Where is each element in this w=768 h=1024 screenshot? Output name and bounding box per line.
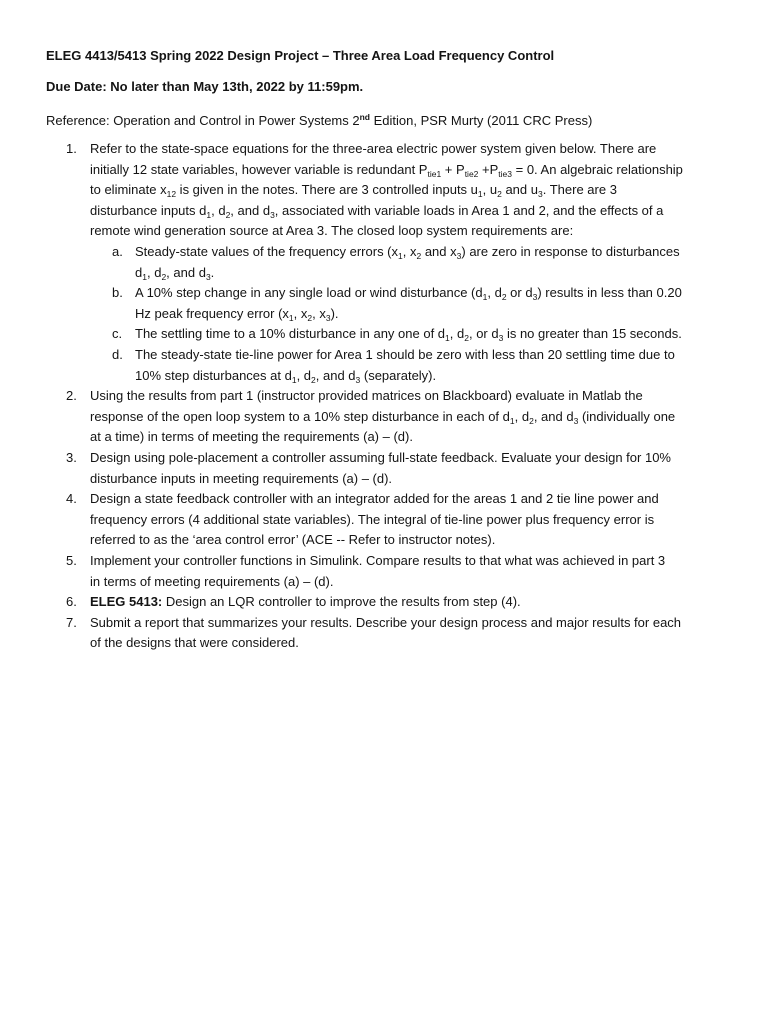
list-item-number: 6. <box>66 594 77 610</box>
text-line: 10% step disturbances at $d_1$, $d_2$, and $d_3$ (separately). <box>135 367 437 385</box>
sub-list-text <box>135 324 730 345</box>
sub-list-text <box>135 242 730 283</box>
text-line: response of the open loop system to a 10% step disturbance in each of $d_1$, $d_2$, and $d_3$ (individually one <box>90 408 676 426</box>
reference-superscript: nd <box>359 112 370 122</box>
text-line: of the designs that were considered. <box>90 635 299 651</box>
text-line: remote wind generation source at Area 3. The closed loop system requirements are: <box>90 223 574 239</box>
text-line: The steady-state tie-line power for Area 1 should be zero with less than 20 settling time due to <box>135 347 675 362</box>
text-line: in terms of meeting requirements (a) – (d). <box>90 573 334 589</box>
text-line: referred to as the ‘area control error’ (ACE -- Refer to instructor notes). <box>90 532 496 548</box>
text-line: disturbance inputs $d_1$, $d_2$, and $d_3$, associated with variable loads in Area 1 and 2, and the effects of a <box>90 202 664 220</box>
reference-line <box>46 108 592 130</box>
list-item-text <box>90 139 730 242</box>
text-line: to eliminate $x_{12}$ is given in the notes. There are 3 controlled inputs $u_1$, $u_2$ and $u_3$. There are 3 <box>90 182 617 200</box>
list-item-number: 3. <box>66 450 77 465</box>
list-item-number: 4. <box>66 491 77 507</box>
sub-list-text <box>135 283 730 324</box>
text-line: ELEG 5413: Design an LQR controller to improve the results from step (4). <box>90 594 521 610</box>
list-item-text <box>90 551 730 592</box>
list-item-text <box>90 448 730 489</box>
text-line: Using the results from part 1 (instructor provided matrices on Blackboard) evaluate in Matlab the <box>90 388 643 404</box>
sub-list-letter: d. <box>112 347 123 362</box>
text-line: The settling time to a 10% disturbance in any one of $d_1$, $d_2$, or $d_3$ is no greater than 15 seconds. <box>135 326 682 344</box>
due-date: Due Date: No later than May 13th, 2022 by 11:59pm. <box>46 79 364 94</box>
sub-list-letter: c. <box>112 326 123 342</box>
sub-list-letter: a. <box>112 244 123 259</box>
text-line: Submit a report that summarizes your results. Describe your design process and major results for each <box>90 614 682 630</box>
text-line: initially 12 state variables, however variable is redundant $P_{tie1} + P_{tie2} +P_{tie3} = 0$. An algebraic relationship <box>90 161 683 179</box>
text-line: Hz peak frequency error ($x_1$, $x_2$, $x_3$). <box>135 305 339 323</box>
reference-suffix: Edition, PSR Murty (2011 CRC Press) <box>370 113 593 128</box>
text-line: Refer to the state-space equations for the three-area electric power system given below. There are <box>90 141 657 156</box>
list-item-number: 1. <box>66 141 77 156</box>
text-line: Steady-state values of the frequency errors ($x_1$, $x_2$ and $x_3$) are zero in response to disturbances <box>135 244 680 261</box>
text-line: Implement your controller functions in Simulink. Compare results to that what was achieved in part 3 <box>90 553 666 568</box>
text-line: A 10% step change in any single load or wind disturbance ($d_1$, $d_2$ or $d_3$) results in less than 0.20 <box>135 285 682 303</box>
list-item-number: 2. <box>66 388 77 404</box>
text-line: frequency errors (4 additional state variables). The integral of tie-line power plus frequency error is <box>90 511 655 527</box>
list-item-text <box>90 386 730 448</box>
list-item-number: 7. <box>66 614 77 630</box>
sub-list-text <box>135 345 730 386</box>
text-line: Design using pole-placement a controller assuming full-state feedback. Evaluate your design for 10% <box>90 450 671 465</box>
list-item-text <box>90 613 730 654</box>
text-line: Design a state feedback controller with an integrator added for the areas 1 and 2 tie line power and <box>90 491 659 507</box>
sub-list-letter: b. <box>112 285 123 301</box>
list-item-number: 5. <box>66 553 77 568</box>
list-item-text <box>90 592 730 613</box>
text-line: disturbance inputs in meeting requirements (a) – (d). <box>90 470 393 486</box>
document-title: ELEG 4413/5413 Spring 2022 Design Project – Three Area Load Frequency Control <box>46 48 555 63</box>
text-line: at a time) in terms of meeting the requirements (a) – (d). <box>90 429 413 445</box>
list-item-text <box>90 489 730 551</box>
text-line: $d_1$, $d_2$, and $d_3$. <box>135 264 215 282</box>
bold-prefix: ELEG 5413: <box>90 594 163 610</box>
reference-prefix: Reference: Operation and Control in Power Systems 2 <box>46 113 360 128</box>
